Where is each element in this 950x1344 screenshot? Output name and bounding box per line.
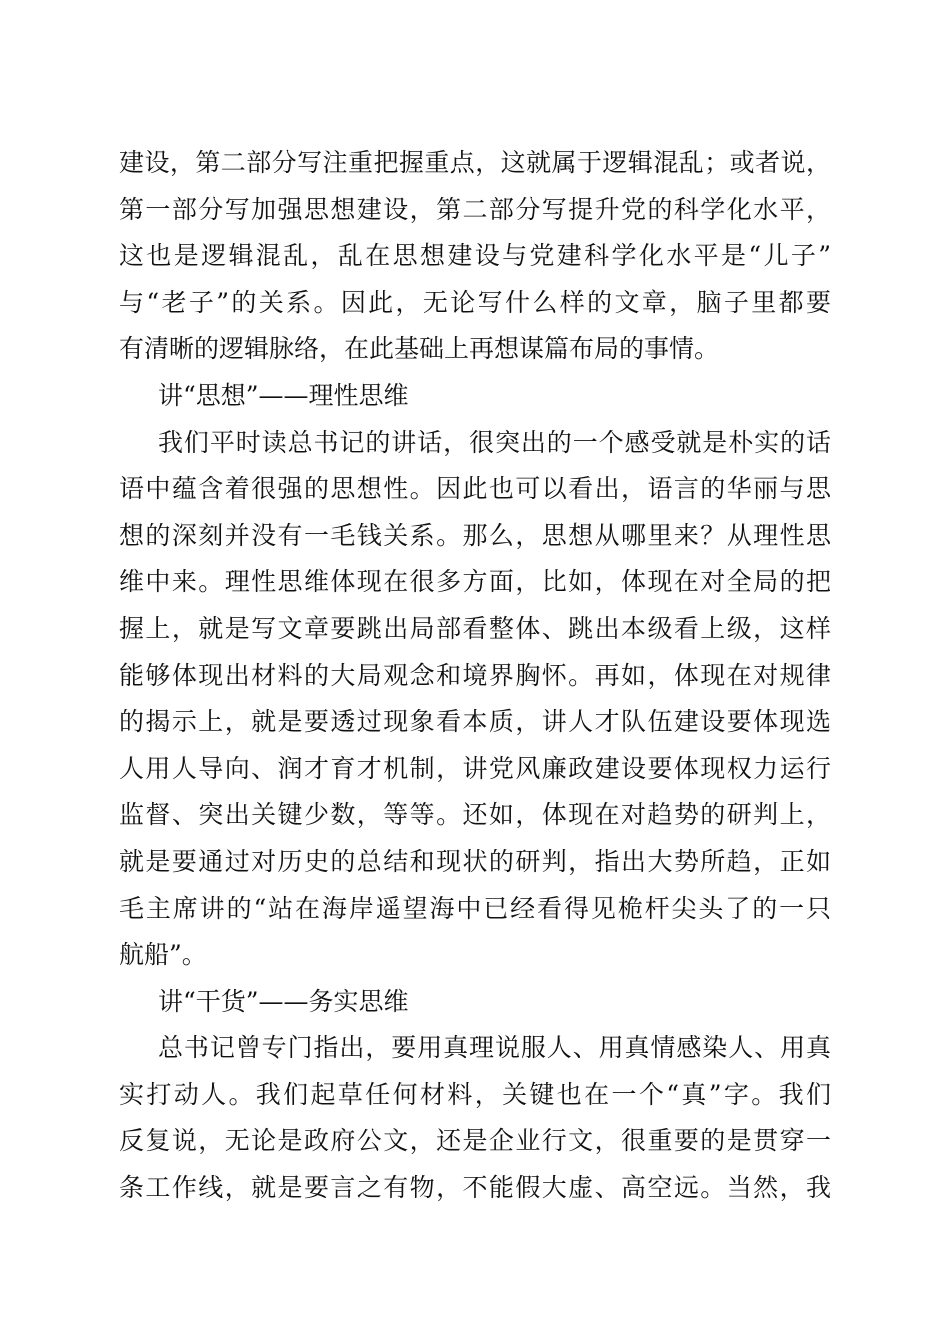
paragraph-line: 握上，就是写文章要跳出局部看整体、跳出本级看上级，这样 <box>119 613 831 643</box>
body-text <box>119 140 831 1212</box>
paragraph-line: 语中蕴含着很强的思想性。因此也可以看出，语言的华丽与思 <box>119 474 831 504</box>
paragraph-line: 就是要通过对历史的总结和现状的研判，指出大势所趋，正如 <box>119 846 831 876</box>
paragraph-line: 想的深刻并没有一毛钱关系。那么，思想从哪里来？从理性思 <box>119 520 831 550</box>
paragraph-line: 建设，第二部分写注重把握重点，这就属于逻辑混乱；或者说， <box>119 148 831 177</box>
paragraph-line: 维中来。理性思维体现在很多方面，比如，体现在对全局的把 <box>119 567 831 597</box>
paragraph-line: 的揭示上，就是要透过现象看本质，讲人才队伍建设要体现选 <box>119 707 831 737</box>
section-heading: 讲“干货”——务实思维 <box>158 986 409 1016</box>
paragraph-line: 反复说，无论是政府公文，还是企业行文，很重要的是贯穿一 <box>119 1126 831 1156</box>
paragraph-line: 人用人导向、润才育才机制，讲党风廉政建设要体现权力运行 <box>119 753 831 783</box>
paragraph-line: 总书记曾专门指出，要用真理说服人、用真情感染人、用真 <box>158 1033 831 1063</box>
paragraph-line: 监督、突出关键少数，等等。还如，体现在对趋势的研判上， <box>119 800 831 830</box>
section-heading: 讲“思想”——理性思维 <box>158 380 409 410</box>
paragraph-line: 航船”。 <box>119 940 207 970</box>
paragraph-line: 第一部分写加强思想建设，第二部分写提升党的科学化水平， <box>119 194 831 224</box>
paragraph-line: 实打动人。我们起草任何材料，关键也在一个“真”字。我们 <box>119 1079 831 1109</box>
paragraph-line: 我们平时读总书记的讲话，很突出的一个感受就是朴实的话 <box>158 427 831 457</box>
paragraph-line: 这也是逻辑混乱，乱在思想建设与党建科学化水平是“儿子” <box>119 241 831 271</box>
paragraph-line: 有清晰的逻辑脉络，在此基础上再想谋篇布局的事情。 <box>119 334 720 364</box>
paragraph-line: 能够体现出材料的大局观念和境界胸怀。再如，体现在对规律 <box>119 660 831 690</box>
paragraph-line: 条工作线，就是要言之有物，不能假大虚、高空远。当然，我 <box>119 1173 831 1203</box>
paragraph-line: 与“老子”的关系。因此，无论写什么样的文章，脑子里都要 <box>119 287 831 317</box>
paragraph-line: 毛主席讲的“站在海岸遥望海中已经看得见桅杆尖头了的一只 <box>119 893 831 923</box>
